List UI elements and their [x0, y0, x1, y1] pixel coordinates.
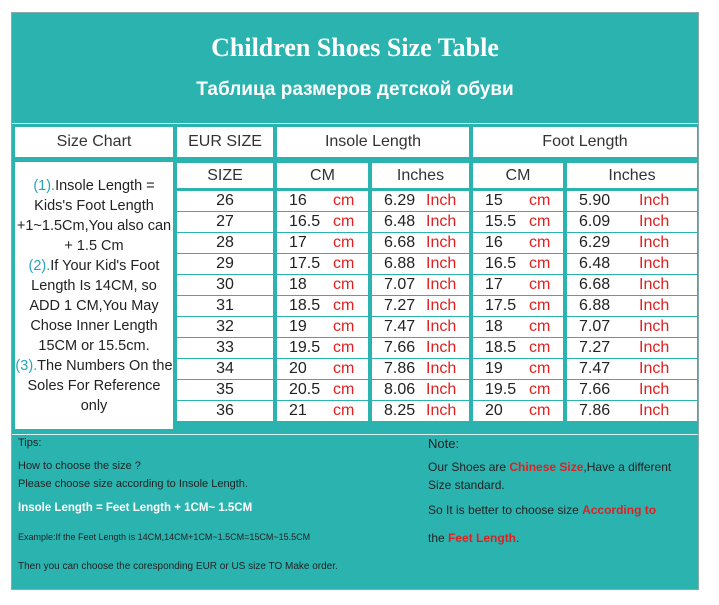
cell-unit: Inch [426, 297, 457, 314]
table-cell [473, 191, 563, 211]
cell-unit: Inch [426, 339, 457, 356]
table-cell: 30 [177, 275, 273, 295]
note-line: Size standard. [428, 478, 505, 492]
table-cell [567, 317, 697, 337]
cell-unit: cm [529, 381, 551, 398]
table-cell [372, 338, 469, 358]
table-cell: 31 [177, 296, 273, 316]
note-text: So It is better to choose size [428, 503, 583, 517]
table-cell [277, 296, 368, 316]
cell-unit: Inch [426, 360, 457, 377]
table-cell: 33 [177, 338, 273, 358]
table-cell [372, 212, 469, 232]
cell-unit: Inch [639, 213, 670, 230]
cell-value: 7.27 [384, 297, 416, 314]
cell-unit: Inch [639, 402, 670, 419]
cell-value: 16 [485, 234, 503, 251]
note-text: Our Shoes are [428, 460, 510, 474]
tips-final: Then you can choose the coresponding EUR or US size TO Make order. [18, 561, 338, 572]
note-text: ,Have a different [583, 460, 672, 474]
table-cell: 29 [177, 254, 273, 274]
cell-value: 19.5 [289, 339, 321, 356]
tips-label: Tips: [18, 437, 42, 449]
cell-unit: cm [333, 255, 355, 272]
description-text: If Your Kid's Foot Length Is 14CM, so ADD 1 CM,You May Chose Inner Length 15CM or 15.5cm. [29, 258, 160, 354]
cell-value: 7.86 [579, 402, 611, 419]
table-cell [277, 380, 368, 400]
table-cell [473, 233, 563, 253]
cell-value: 20 [289, 360, 307, 377]
table-cell [567, 212, 697, 232]
cell-value: 7.47 [579, 360, 611, 377]
table-cell: 28 [177, 233, 273, 253]
cell-value: 5.90 [579, 192, 611, 209]
page-title: Children Shoes Size Table [211, 33, 499, 62]
table-cell [473, 359, 563, 379]
cell-unit: Inch [426, 192, 457, 209]
cell-unit: Inch [639, 297, 670, 314]
cell-value: 7.47 [384, 318, 416, 335]
table-cell [567, 254, 697, 274]
table-cell: 27 [177, 212, 273, 232]
table-cell [277, 275, 368, 295]
tips-example: Example:If the Feet Length is 14CM,14CM+1CM~1.5CM=15CM~15.5CM [18, 532, 311, 542]
table-cell [277, 317, 368, 337]
cell-value: 6.88 [384, 255, 416, 272]
table-cell: 35 [177, 380, 273, 400]
cell-unit: Inch [426, 213, 457, 230]
table-cell [473, 380, 563, 400]
note-line [428, 460, 671, 474]
page-subtitle: Таблица размеров детской обуви [196, 79, 514, 100]
cell-value: 8.06 [384, 381, 416, 398]
header-insole-length: Insole Length [277, 127, 469, 157]
cell-value: 18 [485, 318, 503, 335]
table-cell: 34 [177, 359, 273, 379]
table-cell [277, 233, 368, 253]
cell-value: 6.09 [579, 213, 611, 230]
table-cell [567, 233, 697, 253]
cell-unit: Inch [426, 255, 457, 272]
cell-value: 20.5 [289, 381, 321, 398]
cell-unit: cm [333, 360, 355, 377]
cell-unit: Inch [426, 402, 457, 419]
cell-value: 6.48 [579, 255, 611, 272]
cell-value: 7.66 [384, 339, 416, 356]
table-cell [473, 275, 563, 295]
table-cell [277, 359, 368, 379]
table-cell [372, 296, 469, 316]
cell-unit: Inch [426, 234, 457, 251]
cell-value: 8.25 [384, 402, 416, 419]
note-line [428, 503, 656, 517]
table-cell [372, 233, 469, 253]
cell-unit: Inch [639, 381, 670, 398]
note-text: . [516, 531, 520, 545]
cell-unit: Inch [639, 318, 670, 335]
cell-unit: cm [529, 402, 551, 419]
cell-value: 17.5 [289, 255, 321, 272]
cell-unit: cm [333, 318, 355, 335]
cell-value: 21 [289, 402, 307, 419]
table-cell [473, 338, 563, 358]
table-cell [372, 317, 469, 337]
tips-line: How to choose the size ? [18, 460, 141, 472]
cell-value: 15.5 [485, 213, 517, 230]
cell-unit: Inch [639, 339, 670, 356]
table-cell: 26 [177, 191, 273, 211]
cell-unit: cm [529, 360, 551, 377]
note-highlight: According to [582, 503, 657, 517]
table-cell [277, 254, 368, 274]
cell-unit: cm [333, 276, 355, 293]
table-cell [372, 254, 469, 274]
tips-formula: Insole Length = Feet Length + 1CM~ 1.5CM [18, 502, 253, 514]
cell-unit: cm [529, 192, 551, 209]
table-cell [567, 338, 697, 358]
table-cell [567, 380, 697, 400]
table-cell [372, 359, 469, 379]
cell-unit: Inch [639, 192, 670, 209]
cell-unit: cm [333, 234, 355, 251]
table-cell [277, 401, 368, 421]
cell-value: 18 [289, 276, 307, 293]
cell-unit: cm [529, 234, 551, 251]
cell-value: 6.68 [384, 234, 416, 251]
cell-value: 6.29 [579, 234, 611, 251]
header-eur-size: EUR SIZE [177, 127, 273, 157]
cell-unit: cm [333, 297, 355, 314]
cell-unit: Inch [639, 255, 670, 272]
cell-unit: Inch [426, 381, 457, 398]
cell-value: 20 [485, 402, 503, 419]
cell-unit: cm [529, 339, 551, 356]
cell-value: 6.88 [579, 297, 611, 314]
cell-value: 6.48 [384, 213, 416, 230]
note-label: Note: [428, 436, 460, 451]
cell-value: 18.5 [485, 339, 517, 356]
cell-value: 7.07 [579, 318, 611, 335]
cell-value: 15 [485, 192, 503, 209]
cell-unit: cm [529, 318, 551, 335]
table-cell [372, 380, 469, 400]
table-cell [473, 401, 563, 421]
cell-unit: Inch [639, 276, 670, 293]
cell-unit: cm [529, 213, 551, 230]
size-chart-description [15, 162, 173, 429]
cell-unit: cm [529, 255, 551, 272]
cell-unit: Inch [639, 234, 670, 251]
tips-line: Please choose size according to Insole Length. [18, 478, 248, 490]
cell-value: 16.5 [289, 213, 321, 230]
cell-unit: Inch [639, 360, 670, 377]
table-cell [473, 254, 563, 274]
cell-value: 17.5 [485, 297, 517, 314]
cell-value: 19 [289, 318, 307, 335]
cell-value: 18.5 [289, 297, 321, 314]
cell-value: 17 [485, 276, 503, 293]
description-number: (2). [28, 258, 51, 274]
table-cell [372, 275, 469, 295]
cell-unit: cm [333, 192, 355, 209]
cell-unit: cm [333, 213, 355, 230]
table-cell [277, 338, 368, 358]
subheader-insole-inches: Inches [372, 163, 469, 188]
cell-value: 7.07 [384, 276, 416, 293]
description-number: (3). [15, 358, 38, 374]
cell-value: 19 [485, 360, 503, 377]
description-number: (1). [33, 178, 56, 194]
subheader-insole-cm: CM [277, 163, 368, 188]
table-cell: 36 [177, 401, 273, 421]
table-cell [277, 212, 368, 232]
table-cell [473, 317, 563, 337]
cell-value: 16.5 [485, 255, 517, 272]
note-text: the [428, 531, 449, 545]
cell-unit: Inch [426, 318, 457, 335]
table-cell [567, 296, 697, 316]
divider [12, 434, 698, 435]
table-cell: 32 [177, 317, 273, 337]
note-line [428, 531, 519, 545]
subheader-size: SIZE [177, 163, 273, 188]
subheader-foot-inches: Inches [567, 163, 697, 188]
header-foot-length: Foot Length [473, 127, 697, 157]
table-cell [473, 212, 563, 232]
divider [12, 123, 698, 124]
table-cell [473, 296, 563, 316]
table-cell [567, 359, 697, 379]
description-text: The Numbers On the Soles For Reference only [27, 358, 173, 414]
note-highlight: Chinese Size [509, 460, 584, 474]
cell-value: 17 [289, 234, 307, 251]
table-cell [277, 191, 368, 211]
cell-value: 6.29 [384, 192, 416, 209]
cell-unit: cm [333, 339, 355, 356]
cell-value: 16 [289, 192, 307, 209]
cell-unit: Inch [426, 276, 457, 293]
cell-value: 6.68 [579, 276, 611, 293]
description-text: Insole Length = Kids's Foot Length +1~1.5Cm,You also can + 1.5 Cm [16, 178, 172, 254]
cell-unit: cm [529, 297, 551, 314]
note-highlight: Feet Length [448, 531, 517, 545]
cell-unit: cm [333, 402, 355, 419]
table-cell [372, 401, 469, 421]
cell-value: 19.5 [485, 381, 517, 398]
cell-value: 7.86 [384, 360, 416, 377]
cell-unit: cm [529, 276, 551, 293]
table-cell [372, 191, 469, 211]
subheader-foot-cm: CM [473, 163, 563, 188]
cell-unit: cm [333, 381, 355, 398]
table-cell [567, 191, 697, 211]
table-cell [567, 275, 697, 295]
cell-value: 7.66 [579, 381, 611, 398]
table-cell [567, 401, 697, 421]
header-size-chart: Size Chart [15, 127, 173, 157]
cell-value: 7.27 [579, 339, 611, 356]
